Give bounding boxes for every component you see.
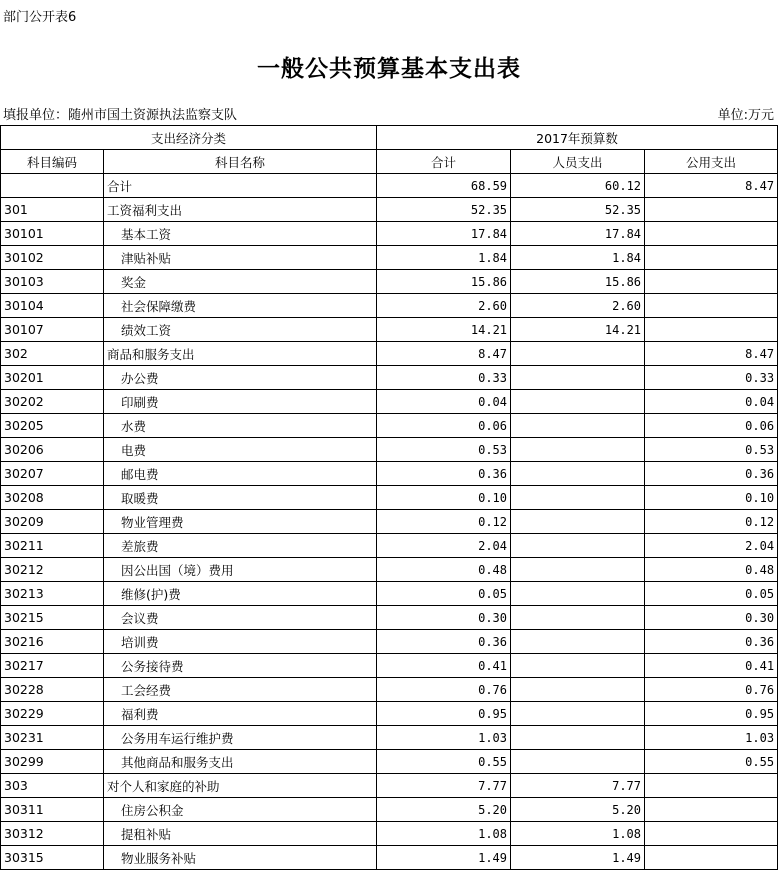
row-name-cell: 其他商品和服务支出 bbox=[104, 750, 377, 774]
row-public-cell bbox=[645, 222, 778, 246]
table-row bbox=[1, 318, 778, 342]
table-row bbox=[1, 774, 778, 798]
row-public-cell bbox=[645, 318, 778, 342]
column-header-code: 科目编码 bbox=[1, 150, 104, 174]
row-public-cell: 0.53 bbox=[645, 438, 778, 462]
table-row bbox=[1, 438, 778, 462]
row-personnel-cell bbox=[511, 630, 645, 654]
row-code-cell: 30213 bbox=[1, 582, 104, 606]
row-total-cell: 1.03 bbox=[377, 726, 511, 750]
row-name-cell: 社会保障缴费 bbox=[104, 294, 377, 318]
row-personnel-cell bbox=[511, 654, 645, 678]
row-total-cell: 0.48 bbox=[377, 558, 511, 582]
row-total-cell: 7.77 bbox=[377, 774, 511, 798]
row-public-cell: 1.03 bbox=[645, 726, 778, 750]
row-public-cell bbox=[645, 294, 778, 318]
row-total-cell: 2.04 bbox=[377, 534, 511, 558]
column-header-public: 公用支出 bbox=[645, 150, 778, 174]
row-total-cell: 0.41 bbox=[377, 654, 511, 678]
row-personnel-cell: 60.12 bbox=[511, 174, 645, 198]
table-row bbox=[1, 294, 778, 318]
table-row bbox=[1, 486, 778, 510]
row-personnel-cell bbox=[511, 510, 645, 534]
row-name-cell: 电费 bbox=[104, 438, 377, 462]
table-row bbox=[1, 534, 778, 558]
row-public-cell: 8.47 bbox=[645, 342, 778, 366]
table-number-label: 部门公开表6 bbox=[3, 10, 77, 25]
row-code-cell: 30101 bbox=[1, 222, 104, 246]
table-row bbox=[1, 750, 778, 774]
row-total-cell: 52.35 bbox=[377, 198, 511, 222]
row-public-cell: 0.05 bbox=[645, 582, 778, 606]
row-public-cell: 0.55 bbox=[645, 750, 778, 774]
table-row bbox=[1, 846, 778, 870]
row-personnel-cell bbox=[511, 486, 645, 510]
row-name-cell: 维修(护)费 bbox=[104, 582, 377, 606]
row-code-cell: 30209 bbox=[1, 510, 104, 534]
row-personnel-cell: 2.60 bbox=[511, 294, 645, 318]
row-name-cell: 工资福利支出 bbox=[104, 198, 377, 222]
row-name-cell: 培训费 bbox=[104, 630, 377, 654]
row-code-cell bbox=[1, 174, 104, 198]
row-name-cell: 公务接待费 bbox=[104, 654, 377, 678]
row-code-cell: 30201 bbox=[1, 366, 104, 390]
row-name-cell: 公务用车运行维护费 bbox=[104, 726, 377, 750]
row-public-cell bbox=[645, 246, 778, 270]
row-code-cell: 30211 bbox=[1, 534, 104, 558]
row-code-cell: 301 bbox=[1, 198, 104, 222]
row-name-cell: 工会经费 bbox=[104, 678, 377, 702]
table-row bbox=[1, 678, 778, 702]
row-name-cell: 奖金 bbox=[104, 270, 377, 294]
row-total-cell: 0.06 bbox=[377, 414, 511, 438]
row-public-cell: 0.10 bbox=[645, 486, 778, 510]
row-personnel-cell bbox=[511, 558, 645, 582]
row-personnel-cell: 52.35 bbox=[511, 198, 645, 222]
row-public-cell: 0.12 bbox=[645, 510, 778, 534]
row-name-cell: 津贴补贴 bbox=[104, 246, 377, 270]
row-name-cell: 商品和服务支出 bbox=[104, 342, 377, 366]
row-personnel-cell bbox=[511, 390, 645, 414]
table-row bbox=[1, 606, 778, 630]
row-public-cell: 0.33 bbox=[645, 366, 778, 390]
row-public-cell: 0.04 bbox=[645, 390, 778, 414]
row-name-cell: 水费 bbox=[104, 414, 377, 438]
row-personnel-cell bbox=[511, 606, 645, 630]
row-total-cell: 2.60 bbox=[377, 294, 511, 318]
row-total-cell: 0.95 bbox=[377, 702, 511, 726]
group-header-row bbox=[1, 126, 778, 150]
row-public-cell bbox=[645, 822, 778, 846]
row-name-cell: 办公费 bbox=[104, 366, 377, 390]
row-name-cell: 绩效工资 bbox=[104, 318, 377, 342]
column-header-total: 合计 bbox=[377, 150, 511, 174]
row-name-cell: 差旅费 bbox=[104, 534, 377, 558]
table-row bbox=[1, 558, 778, 582]
table-row bbox=[1, 654, 778, 678]
row-name-cell: 基本工资 bbox=[104, 222, 377, 246]
row-code-cell: 30312 bbox=[1, 822, 104, 846]
column-header-name: 科目名称 bbox=[104, 150, 377, 174]
table-row bbox=[1, 222, 778, 246]
row-personnel-cell bbox=[511, 750, 645, 774]
row-personnel-cell bbox=[511, 534, 645, 558]
row-public-cell bbox=[645, 270, 778, 294]
row-personnel-cell bbox=[511, 438, 645, 462]
row-total-cell: 1.49 bbox=[377, 846, 511, 870]
column-header-personnel: 人员支出 bbox=[511, 150, 645, 174]
row-name-cell: 因公出国（境）费用 bbox=[104, 558, 377, 582]
row-code-cell: 30103 bbox=[1, 270, 104, 294]
row-code-cell: 30231 bbox=[1, 726, 104, 750]
row-total-cell: 0.10 bbox=[377, 486, 511, 510]
row-code-cell: 303 bbox=[1, 774, 104, 798]
row-public-cell: 2.04 bbox=[645, 534, 778, 558]
row-personnel-cell: 1.84 bbox=[511, 246, 645, 270]
row-public-cell: 0.48 bbox=[645, 558, 778, 582]
table-row bbox=[1, 822, 778, 846]
table-row bbox=[1, 342, 778, 366]
row-personnel-cell bbox=[511, 582, 645, 606]
row-public-cell: 0.36 bbox=[645, 462, 778, 486]
row-code-cell: 30212 bbox=[1, 558, 104, 582]
row-code-cell: 30299 bbox=[1, 750, 104, 774]
row-total-cell: 8.47 bbox=[377, 342, 511, 366]
row-code-cell: 30206 bbox=[1, 438, 104, 462]
row-personnel-cell: 17.84 bbox=[511, 222, 645, 246]
row-public-cell: 8.47 bbox=[645, 174, 778, 198]
row-code-cell: 30228 bbox=[1, 678, 104, 702]
table-row bbox=[1, 582, 778, 606]
table-row bbox=[1, 366, 778, 390]
row-total-cell: 1.08 bbox=[377, 822, 511, 846]
row-code-cell: 30202 bbox=[1, 390, 104, 414]
row-code-cell: 30311 bbox=[1, 798, 104, 822]
table-row bbox=[1, 270, 778, 294]
table-row bbox=[1, 246, 778, 270]
row-total-cell: 0.36 bbox=[377, 462, 511, 486]
row-personnel-cell: 15.86 bbox=[511, 270, 645, 294]
table-row bbox=[1, 798, 778, 822]
row-total-cell: 0.12 bbox=[377, 510, 511, 534]
table-row bbox=[1, 462, 778, 486]
row-total-cell: 0.05 bbox=[377, 582, 511, 606]
row-personnel-cell bbox=[511, 726, 645, 750]
row-name-cell: 取暖费 bbox=[104, 486, 377, 510]
row-total-cell: 17.84 bbox=[377, 222, 511, 246]
row-public-cell: 0.06 bbox=[645, 414, 778, 438]
row-code-cell: 30208 bbox=[1, 486, 104, 510]
row-public-cell: 0.76 bbox=[645, 678, 778, 702]
table-row bbox=[1, 630, 778, 654]
row-total-cell: 1.84 bbox=[377, 246, 511, 270]
table-row bbox=[1, 198, 778, 222]
row-code-cell: 30104 bbox=[1, 294, 104, 318]
category-group-header: 支出经济分类 bbox=[1, 126, 377, 150]
row-code-cell: 30207 bbox=[1, 462, 104, 486]
row-public-cell: 0.30 bbox=[645, 606, 778, 630]
row-personnel-cell bbox=[511, 462, 645, 486]
row-total-cell: 5.20 bbox=[377, 798, 511, 822]
row-name-cell: 对个人和家庭的补助 bbox=[104, 774, 377, 798]
row-personnel-cell: 5.20 bbox=[511, 798, 645, 822]
budget-table bbox=[0, 125, 778, 870]
row-name-cell: 住房公积金 bbox=[104, 798, 377, 822]
row-name-cell: 会议费 bbox=[104, 606, 377, 630]
row-personnel-cell bbox=[511, 342, 645, 366]
row-name-cell: 邮电费 bbox=[104, 462, 377, 486]
row-name-cell: 物业管理费 bbox=[104, 510, 377, 534]
row-total-cell: 0.04 bbox=[377, 390, 511, 414]
row-total-cell: 15.86 bbox=[377, 270, 511, 294]
table-row bbox=[1, 510, 778, 534]
table-row bbox=[1, 390, 778, 414]
table-body bbox=[1, 174, 778, 870]
budget-group-header: 2017年预算数 bbox=[377, 126, 778, 150]
row-name-cell: 福利费 bbox=[104, 702, 377, 726]
row-total-cell: 0.30 bbox=[377, 606, 511, 630]
row-code-cell: 30102 bbox=[1, 246, 104, 270]
row-name-cell: 提租补贴 bbox=[104, 822, 377, 846]
row-public-cell bbox=[645, 846, 778, 870]
row-name-cell: 印刷费 bbox=[104, 390, 377, 414]
row-name-cell: 物业服务补贴 bbox=[104, 846, 377, 870]
row-personnel-cell bbox=[511, 366, 645, 390]
column-header-row bbox=[1, 150, 778, 174]
row-code-cell: 30229 bbox=[1, 702, 104, 726]
row-code-cell: 30205 bbox=[1, 414, 104, 438]
row-total-cell: 0.76 bbox=[377, 678, 511, 702]
row-public-cell bbox=[645, 774, 778, 798]
row-total-cell: 0.55 bbox=[377, 750, 511, 774]
row-total-cell: 0.53 bbox=[377, 438, 511, 462]
row-public-cell: 0.41 bbox=[645, 654, 778, 678]
row-public-cell: 0.95 bbox=[645, 702, 778, 726]
row-personnel-cell bbox=[511, 702, 645, 726]
row-total-cell: 0.36 bbox=[377, 630, 511, 654]
table-row bbox=[1, 726, 778, 750]
row-total-cell: 68.59 bbox=[377, 174, 511, 198]
reporting-unit: 填报单位：随州市国土资源执法监察支队 bbox=[3, 108, 238, 123]
currency-unit: 单位:万元 bbox=[717, 108, 774, 123]
row-personnel-cell: 1.49 bbox=[511, 846, 645, 870]
row-code-cell: 30216 bbox=[1, 630, 104, 654]
page-title: 一般公共预算基本支出表 bbox=[257, 55, 521, 82]
row-code-cell: 30217 bbox=[1, 654, 104, 678]
row-name-cell: 合计 bbox=[104, 174, 377, 198]
table-row bbox=[1, 174, 778, 198]
table-row bbox=[1, 414, 778, 438]
row-code-cell: 302 bbox=[1, 342, 104, 366]
row-public-cell bbox=[645, 198, 778, 222]
table-row bbox=[1, 702, 778, 726]
row-total-cell: 14.21 bbox=[377, 318, 511, 342]
row-total-cell: 0.33 bbox=[377, 366, 511, 390]
row-personnel-cell: 7.77 bbox=[511, 774, 645, 798]
row-personnel-cell bbox=[511, 414, 645, 438]
row-code-cell: 30107 bbox=[1, 318, 104, 342]
row-code-cell: 30215 bbox=[1, 606, 104, 630]
row-public-cell bbox=[645, 798, 778, 822]
row-code-cell: 30315 bbox=[1, 846, 104, 870]
row-personnel-cell: 14.21 bbox=[511, 318, 645, 342]
row-personnel-cell: 1.08 bbox=[511, 822, 645, 846]
row-public-cell: 0.36 bbox=[645, 630, 778, 654]
row-personnel-cell bbox=[511, 678, 645, 702]
